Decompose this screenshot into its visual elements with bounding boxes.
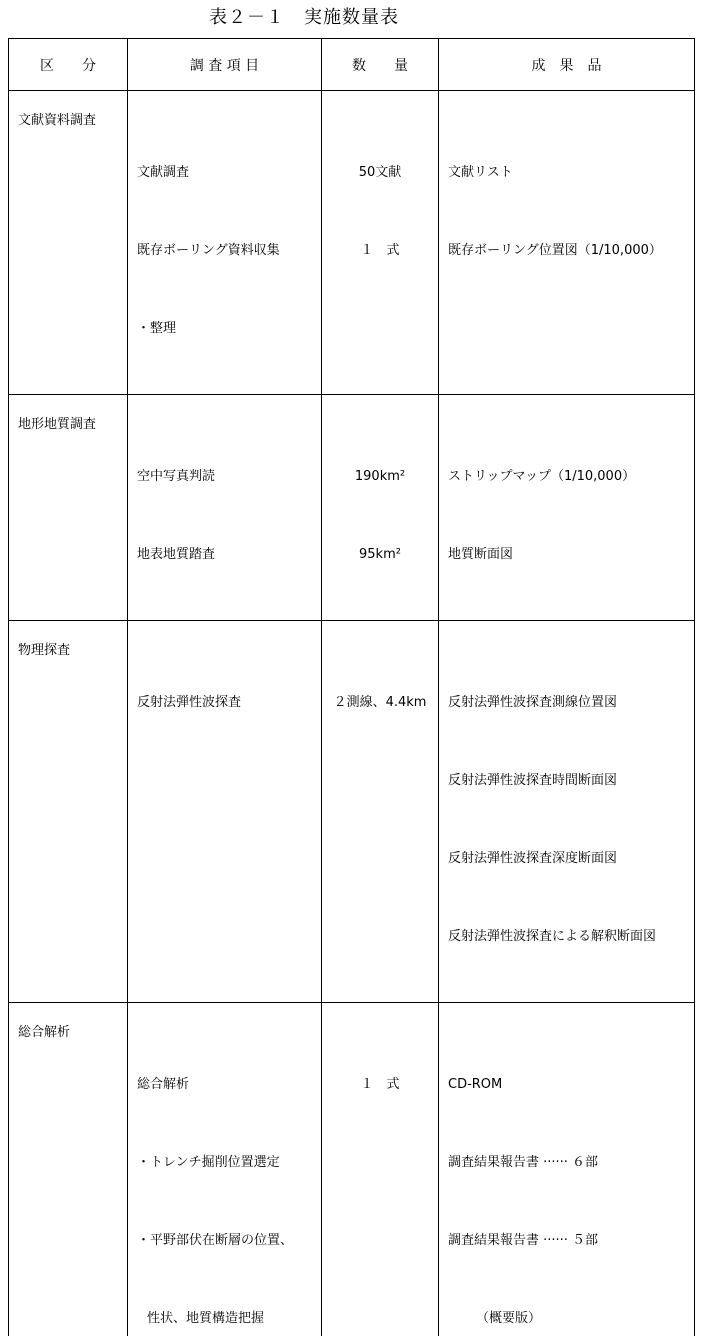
qty-line: ２測線、4.4km: [322, 690, 438, 716]
result-cell: [439, 621, 695, 1003]
qty-cell: [322, 395, 439, 621]
item-line: 既存ボーリング資料収集: [137, 238, 321, 264]
qty-line: 50文献: [322, 160, 438, 186]
item-line: 性状、地質構造把握: [137, 1306, 321, 1332]
qty-line: １ 式: [322, 238, 438, 264]
item-line: ・平野部伏在断層の位置、: [137, 1228, 321, 1254]
item-cell: [128, 1003, 322, 1336]
item-line: ・整理: [137, 316, 321, 342]
header-result: 成 果 品: [439, 39, 695, 91]
result-line: 地質断面図: [448, 542, 694, 568]
kubun-label: 地形地質調査: [18, 412, 127, 438]
kubun-cell: [9, 621, 128, 1003]
result-line: 調査結果報告書 ······ ６部: [448, 1150, 694, 1176]
kubun-label: 物理探査: [18, 638, 127, 664]
header-row: [9, 39, 695, 91]
qty-cell: [322, 621, 439, 1003]
header-qty: 数 量: [322, 39, 439, 91]
table-row: [9, 621, 695, 1003]
kubun-cell: [9, 1003, 128, 1336]
quantity-table: [8, 38, 695, 1336]
result-line: 反射法弾性波探査測線位置図: [448, 690, 694, 716]
result-cell: [439, 91, 695, 395]
result-cell: [439, 395, 695, 621]
qty-cell: [322, 1003, 439, 1336]
item-line: 文献調査: [137, 160, 321, 186]
table-row: [9, 91, 695, 395]
item-cell: [128, 395, 322, 621]
table-row: [9, 1003, 695, 1336]
qty-line: １ 式: [322, 1072, 438, 1098]
table-row: [9, 395, 695, 621]
qty-line: 190km²: [322, 464, 438, 490]
kubun-cell: [9, 395, 128, 621]
result-line: 文献リスト: [448, 160, 694, 186]
item-line: ・トレンチ掘削位置選定: [137, 1150, 321, 1176]
result-line: 反射法弾性波探査による解釈断面図: [448, 924, 694, 950]
table-title: 表２－１ 実施数量表: [209, 3, 399, 29]
item-line: 反射法弾性波探査: [137, 690, 321, 716]
header-kubun: 区 分: [9, 39, 128, 91]
result-cell: [439, 1003, 695, 1336]
item-line: 地表地質踏査: [137, 542, 321, 568]
result-line: 調査結果報告書 ······ ５部: [448, 1228, 694, 1254]
kubun-label: 文献資料調査: [18, 108, 127, 134]
result-line: ストリップマップ（1/10,000）: [448, 464, 694, 490]
result-line: CD-ROM: [448, 1072, 694, 1098]
qty-cell: [322, 91, 439, 395]
result-line: （概要版）: [448, 1306, 694, 1332]
item-cell: [128, 621, 322, 1003]
item-line: 総合解析: [137, 1072, 321, 1098]
kubun-label: 総合解析: [18, 1020, 127, 1046]
qty-line: 95km²: [322, 542, 438, 568]
item-line: 空中写真判読: [137, 464, 321, 490]
result-line: 既存ボーリング位置図（1/10,000）: [448, 238, 694, 264]
item-cell: [128, 91, 322, 395]
result-line: 反射法弾性波探査時間断面図: [448, 768, 694, 794]
kubun-cell: [9, 91, 128, 395]
header-item: 調 査 項 目: [128, 39, 322, 91]
result-line: 反射法弾性波探査深度断面図: [448, 846, 694, 872]
